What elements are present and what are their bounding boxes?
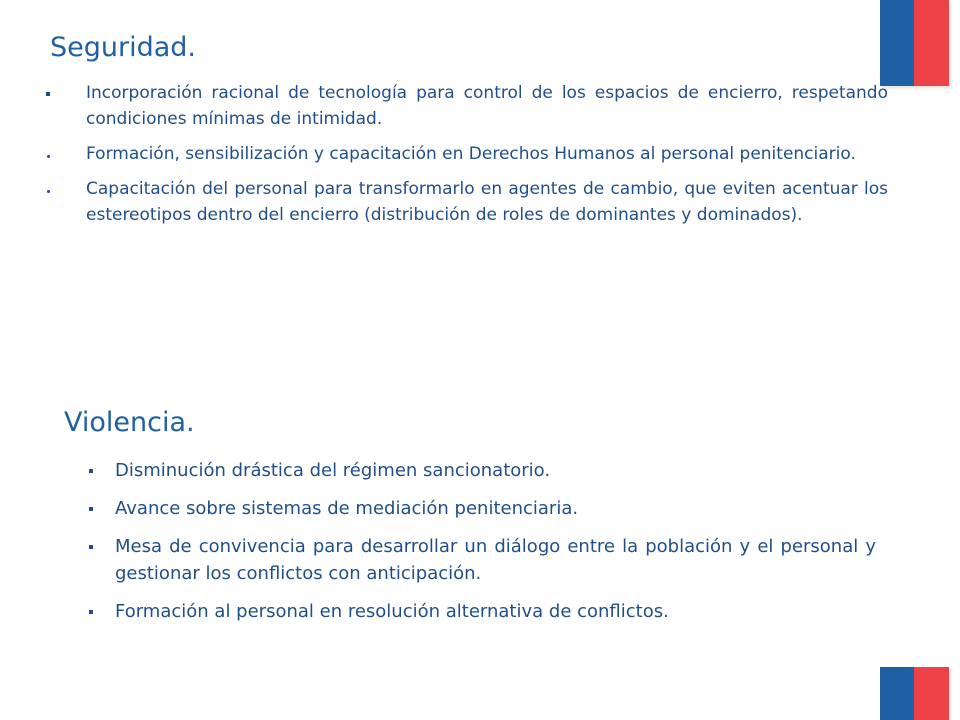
list-item-text: Disminución drástica del régimen sancionatorio. [115, 460, 551, 481]
list-item [76, 533, 876, 587]
flag-red-stripe [914, 0, 949, 86]
list-item [76, 457, 876, 484]
flag-decoration-top [880, 0, 949, 86]
list-item-text: Incorporación racional de tecnología para control de los espacios de encierro, respetando condiciones mínimas de intimidad. [86, 83, 888, 129]
list-item [40, 141, 888, 167]
section-title-seguridad: Seguridad. [50, 32, 197, 63]
section-title-violencia: Violencia. [64, 407, 195, 438]
list-item-text: Mesa de convivencia para desarrollar un diálogo entre la población y el personal y gestionar los conflictos con anticipación. [115, 536, 876, 584]
list-item [76, 495, 876, 522]
square-bullet-icon [46, 92, 50, 96]
square-bullet-icon [89, 507, 93, 511]
list-item [40, 80, 888, 132]
list-item-text: Formación al personal en resolución alternativa de conflictos. [115, 601, 669, 622]
square-bullet-icon [89, 469, 93, 473]
flag-blue-stripe [880, 0, 914, 86]
square-bullet-icon [89, 610, 93, 614]
flag-decoration-bottom [880, 667, 949, 720]
list-item-text: Capacitación del personal para transformarlo en agentes de cambio, que eviten acentuar los estereotipos dentro del encierro (distribución de roles de dominantes y dominados). [86, 179, 888, 225]
list-item-text: Avance sobre sistemas de mediación penitenciaria. [115, 498, 579, 519]
list-item-text: Formación, sensibilización y capacitación en Derechos Humanos al personal penitenciario. [86, 144, 856, 164]
flag-blue-stripe [880, 667, 914, 720]
flag-red-stripe [914, 667, 949, 720]
violencia-bullet-list [76, 457, 876, 625]
dot-bullet-icon [47, 155, 50, 158]
seguridad-bullet-list [40, 80, 888, 228]
list-item [40, 176, 888, 228]
list-item [76, 598, 876, 625]
dot-bullet-icon [47, 190, 50, 193]
square-bullet-icon [89, 545, 93, 549]
